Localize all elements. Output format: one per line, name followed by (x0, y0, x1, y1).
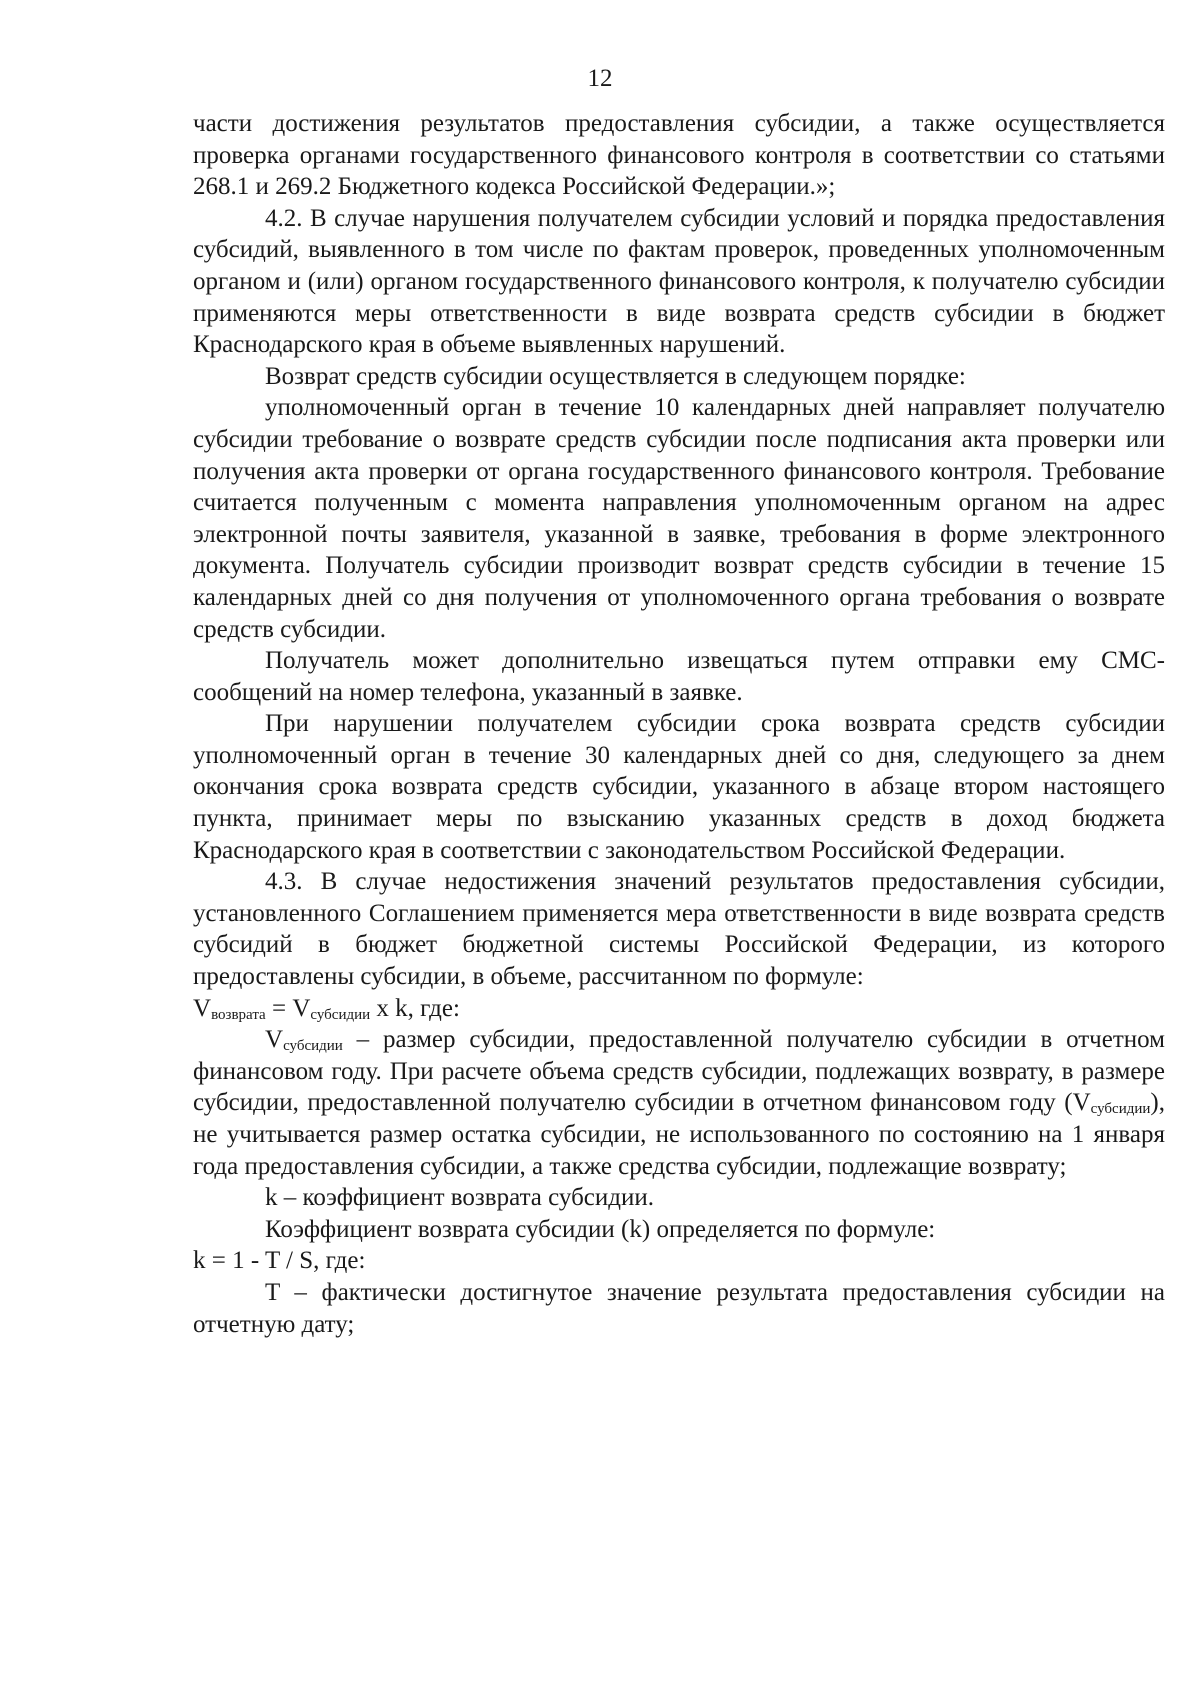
formula-v-symbol: V (193, 994, 212, 1022)
formula-sub-subsidii: субсидии (310, 1006, 371, 1023)
definition-t: T – фактически достигнутое значение результата предоставления субсидии на отчетную дату; (193, 1278, 1165, 1338)
formula-tail: x k, где: (370, 994, 460, 1022)
paragraph-sms-notice: Получатель может дополнительно извещаться путем отправки ему СМС-сообщений на номер телефона, указанный в заявке. (193, 647, 1165, 706)
paragraph-return-order: Возврат средств субсидии осуществляется в следующем порядке: (265, 362, 966, 390)
def-v-text-2: ), не учитывается размер остатка субсидии, не использованного по состоянию на 1 января года предоставления субсидии, а также средства субсидии, подлежащие возврату; (193, 1089, 1165, 1180)
paragraph-authorized-body: уполномоченный орган в течение 10 календарных дней направляет получателю субсидии требование о возврате средств субсидии после подписания акта проверки или получения акта проверки от органа государственного финансового контроля. Требование считается полученным с момента направления уполномоченным органом на адрес электронной почты заявителя, указанной в заявке, требования в форме электронного документа. Получатель субсидии производит возврат средств субсидии в течение 15 календарных дней со дня получения от уполномоченного органа требования о возврате средств субсидии. (193, 394, 1165, 643)
formula-return-volume (193, 993, 1165, 1025)
definition-v-subsidii (193, 1024, 1165, 1182)
formula-v-symbol-2: V (292, 994, 311, 1022)
def-v-sub: субсидии (283, 1038, 343, 1055)
formula-sub-vozvrata: возврата (211, 1006, 266, 1023)
paragraph-4-3: 4.3. В случае недостижения значений результатов предоставления субсидии, установленного Соглашением применяется мера ответственности в виде возврата средств субсидий в бюджет бюджетной системы Российской Федерации, из которого предоставлены субсидии, в объеме, рассчитанном по формуле: (193, 868, 1165, 991)
page-number: 12 (587, 65, 613, 92)
document-body (193, 108, 1165, 1340)
paragraph-k-intro: Коэффициент возврата субсидии (k) определяется по формуле: (265, 1215, 936, 1243)
def-v-text-1: – размер субсидии, предоставленной получателю субсидии в отчетном финансовом году. При расчете объема средств субсидии, подлежащих возврату, в размере субсидии, предоставленной получателю субсидии в отчетном финансовом году ( (193, 1026, 1165, 1117)
paragraph-violation-term: При нарушении получателем субсидии срока возврата средств субсидии уполномоченный орган в течение 30 календарных дней со дня, следующего за днем окончания срока возврата средств субсидии, указанного в абзаце втором настоящего пункта, принимает меры по взысканию указанных средств в доход бюджета Краснодарского края в соответствии с законодательством Российской Федерации. (193, 710, 1165, 864)
def-v-symbol-2: V (1072, 1089, 1091, 1117)
formula-coefficient: k = 1 - T / S, где: (193, 1247, 366, 1275)
paragraph-continuation: части достижения результатов предоставления субсидии, а также осуществляется проверка органами государственного финансового контроля в соответствии со статьями 268.1 и 269.2 Бюджетного кодекса Российской Федерации.»; (193, 110, 1165, 201)
def-v-symbol: V (265, 1026, 284, 1054)
def-v-sub-2: субсидии (1090, 1101, 1151, 1118)
paragraph-4-2: 4.2. В случае нарушения получателем субсидии условий и порядка предоставления субсидий, выявленного в том числе по фактам проверок, проведенных уполномоченным органом и (или) органом государственного финансового контроля, к получателю субсидии применяются меры ответственности в виде возврата средств субсидии в бюджет Краснодарского края в объеме выявленных нарушений. (193, 204, 1165, 359)
formula-equals: = (265, 994, 293, 1022)
definition-k: k – коэффициент возврата субсидии. (265, 1184, 655, 1212)
